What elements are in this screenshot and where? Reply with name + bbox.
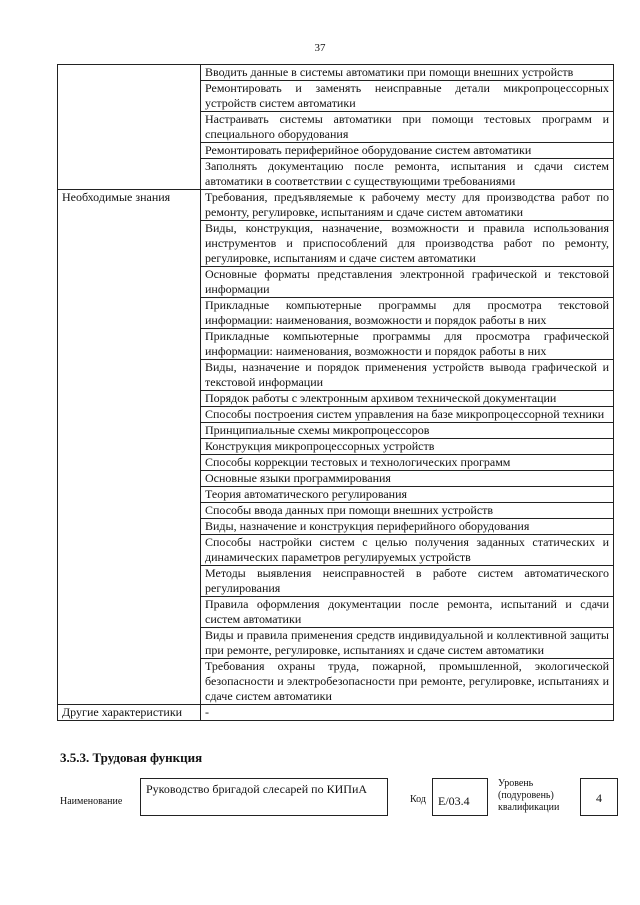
row-item-text: Виды и правила применения средств индивидуальной и коллективной защиты при ремонте, регулировке, испытаниях и сдаче систем автоматики [201,628,614,659]
code-value-box: E/03.4 [432,778,488,816]
row-item-text: Правила оформления документации после ремонта, испытаний и сдачи систем автоматики [201,597,614,628]
row-item-text: Основные форматы представления электронной графической и текстовой информации [201,267,614,298]
code-label: Код [410,794,426,805]
row-item-text: Теория автоматического регулирования [201,487,614,503]
level-label-line: квалификации [498,802,560,813]
labor-function-header [60,778,620,828]
row-item-text: Вводить данные в системы автоматики при помощи внешних устройств [201,65,614,81]
row-item-text: Прикладные компьютерные программы для просмотра текстовой информации: наименования, возможности и порядок работы в них [201,298,614,329]
name-value-box: Руководство бригадой слесарей по КИПиА [140,778,388,816]
row-item-text: Виды, назначение и порядок применения устройств вывода графической и текстовой информации [201,360,614,391]
row-group-label [58,65,201,190]
row-item-text: Настраивать системы автоматики при помощи тестовых программ и специального оборудования [201,112,614,143]
row-item-text: Прикладные компьютерные программы для просмотра графической информации: наименования, возможности и порядок работы в них [201,329,614,360]
requirements-table [57,64,614,721]
row-item-text: Способы настройки систем с целью получения заданных статических и динамических параметров регулируемых устройств [201,535,614,566]
row-item-text: Виды, конструкция, назначение, возможности и правила использования инструментов и приспособлений для производства работ по ремонту, регулировке, испытаниям и сдаче систем автоматики [201,221,614,267]
row-item-text: Принципиальные схемы микропроцессоров [201,423,614,439]
row-item-text: - [201,705,614,721]
row-item-text: Требования охраны труда, пожарной, промышленной, экологической безопасности и электробезопасности при ремонте, регулировке, испытаниях и сдаче систем автоматики [201,659,614,705]
section-title: 3.5.3. Трудовая функция [60,750,203,765]
row-item-text: Требования, предъявляемые к рабочему месту для производства работ по ремонту, регулировке, испытаниям и сдаче систем автоматики [201,190,614,221]
table-row [58,190,614,221]
level-label-line: (подуровень) [498,790,554,801]
row-item-text: Ремонтировать и заменять неисправные детали микропроцессорных устройств систем автоматики [201,81,614,112]
level-label [498,778,582,814]
level-value-box: 4 [580,778,618,816]
table-row [58,705,614,721]
row-item-text: Заполнять документацию после ремонта, испытания и сдачи систем автоматики в соответствии с существующими требованиями [201,159,614,190]
row-item-text: Способы ввода данных при помощи внешних устройств [201,503,614,519]
row-item-text: Способы коррекции тестовых и технологических программ [201,455,614,471]
level-label-line: Уровень [498,778,534,789]
row-item-text: Порядок работы с электронным архивом технической документации [201,391,614,407]
row-item-text: Методы выявления неисправностей в работе систем автоматического регулирования [201,566,614,597]
page-number: 37 [314,42,326,54]
row-item-text: Способы построения систем управления на базе микропроцессорной техники [201,407,614,423]
row-item-text: Основные языки программирования [201,471,614,487]
table-row [58,65,614,81]
row-item-text: Виды, назначение и конструкция периферийного оборудования [201,519,614,535]
row-group-label: Другие характеристики [58,705,201,721]
name-label: Наименование [60,796,123,807]
row-item-text: Ремонтировать периферийное оборудование систем автоматики [201,143,614,159]
row-group-label: Необходимые знания [58,190,201,705]
row-item-text: Конструкция микропроцессорных устройств [201,439,614,455]
